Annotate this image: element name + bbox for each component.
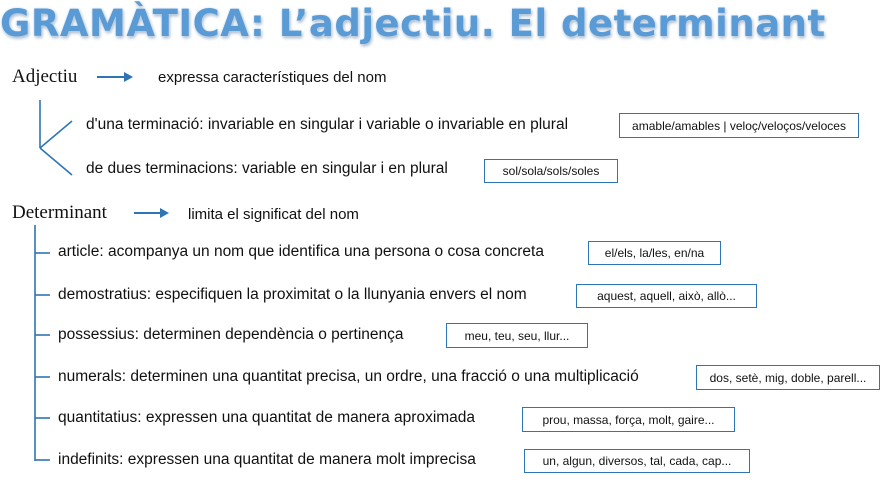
determinant-description: limita el significat del nom [188, 206, 359, 223]
determinant-arrow-icon [134, 208, 169, 218]
example-box: un, algun, diversos, tal, cada, cap... [524, 449, 750, 473]
example-box: amable/amables | veloç/veloços/veloces [619, 113, 859, 138]
adjectiu-description: expressa característiques del nom [158, 69, 387, 86]
adjectiu-heading: Adjectiu [12, 66, 78, 87]
adjectiu-item-text: d'una terminació: invariable en singular i variable o invariable en plural [86, 116, 569, 133]
page-title: GRAMÀTICA: L’adjectiu. El determinant [0, 2, 826, 45]
determinant-item-text: possessius: determinen dependència o pertinença [58, 326, 404, 343]
adjectiu-item-text: de dues terminacions: variable en singular i en plural [86, 160, 448, 177]
determinant-item-text: quantitatius: expressen una quantitat de manera aproximada [58, 409, 476, 426]
determinant-heading: Determinant [12, 202, 107, 223]
adjectiu-branch [40, 100, 72, 175]
example-box: el/els, la/les, en/na [588, 241, 721, 265]
determinant-item-text: demostratius: especifiquen la proximitat o la llunyania envers el nom [58, 286, 527, 303]
determinant-branch [35, 225, 50, 461]
example-box: sol/sola/sols/soles [484, 159, 618, 183]
determinant-item-text: article: acompanya un nom que identifica una persona o cosa concreta [58, 243, 544, 260]
determinant-item-text: numerals: determinen una quantitat precisa, un ordre, una fracció o una multiplicació [58, 368, 639, 385]
example-box: prou, massa, força, molt, gaire... [522, 407, 735, 432]
example-box: dos, setè, mig, doble, parell... [696, 365, 880, 390]
example-box: aquest, aquell, això, allò... [576, 284, 757, 308]
adjectiu-arrow-icon [97, 72, 133, 82]
example-box: meu, teu, seu, llur... [446, 323, 588, 348]
determinant-item-text: indefinits: expressen una quantitat de manera molt imprecisa [58, 451, 476, 468]
